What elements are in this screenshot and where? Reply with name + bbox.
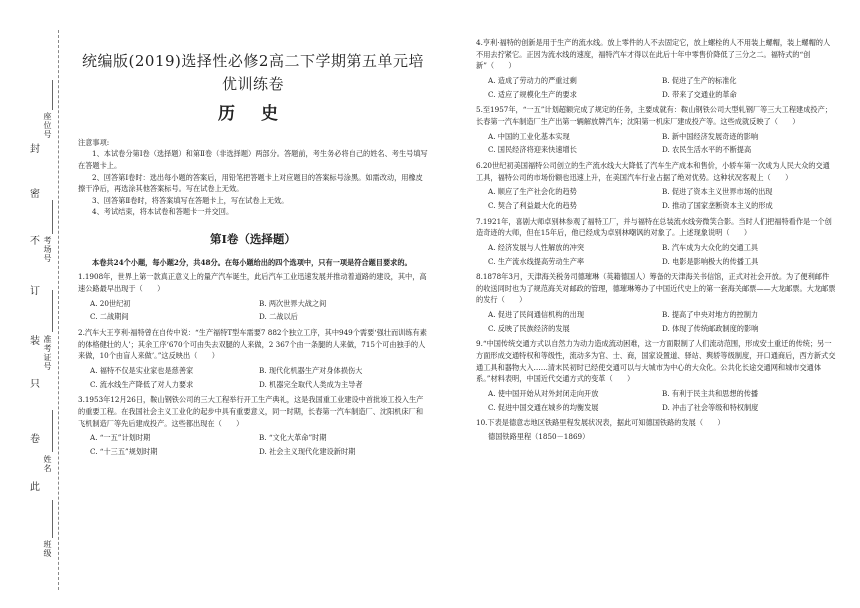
option-a[interactable]: A. “一五”计划时期 [90, 433, 151, 443]
option-c[interactable]: C. 反映了民族经济的发展 [488, 323, 570, 333]
seat-no-line [52, 80, 53, 110]
option-d[interactable]: D. 农民生活水平的不断提高 [662, 145, 752, 155]
question-options [78, 431, 428, 458]
question-5 [476, 104, 836, 157]
seal-char: 密 [30, 189, 40, 200]
option-a[interactable]: A. 造成了劳动力的严重过剩 [488, 75, 577, 85]
question-options [476, 130, 836, 157]
question-options [476, 185, 836, 212]
class-label: 班级 [43, 540, 52, 558]
left-column [78, 30, 428, 459]
option-a[interactable]: A. 福特不仅是实业家也是慈善家 [90, 366, 194, 375]
option-d[interactable]: D. 二战以后 [259, 312, 298, 322]
question-1 [78, 271, 428, 324]
exam-no-label: 考场号 [43, 236, 52, 263]
seal-char: 只 [30, 379, 40, 390]
note-item: 4、考试结束，将本试卷和答题卡一并交回。 [92, 207, 234, 217]
seal-char: 封 [30, 144, 40, 155]
option-d[interactable]: D. 机器完全取代人类成为主导者 [259, 379, 363, 389]
option-d[interactable]: D. 电影是影响极大的传播工具 [662, 256, 759, 266]
question-stem: 2.汽车大王亨利·福特曾在自传中说：“生产福特T型车需要7 882个独立工序，其中949个需要‘强壮而训练有素的体格健壮的人’；其余工序‘670个可由失去双腿的人来做，2 367个由一条腿的人来做，715个可由独手的人来做，10个由盲人来做’。”这反映出（ ） [78, 328, 427, 361]
question-options [78, 364, 428, 391]
question-stem: 9.“中国传统交通方式以自然力为动力造成流动困难，这一方面限制了人们流动范围，形成安土重迁的传统；另一方面形成交通特权和等级性，流动多为官、士、商，国家设置道、驿站、舆轿等级制度，开口通商后，西方新式交通工具和器物大入……清末民初时已经使交通可以与大城市为中心的大众化。公共化长途交通网和城市交通体系。”材料表明，中国近代交通方式的变革（ ） [476, 339, 836, 384]
table-caption: 德国铁路里程（1850－1869） [488, 432, 590, 442]
option-b[interactable]: B. 促进了资本主义世界市场的出现 [662, 187, 773, 197]
option-b[interactable]: B. 两次世界大战之间 [259, 298, 327, 308]
question-8 [476, 271, 836, 335]
option-b[interactable]: B. 促进了生产的标准化 [662, 75, 737, 85]
name-label: 姓名 [43, 455, 52, 473]
option-c[interactable]: C. 流水线生产降低了对人力要求 [90, 379, 194, 389]
option-b[interactable]: B. 汽车成为大众化的交通工具 [662, 242, 759, 252]
right-column [476, 34, 836, 443]
question-stem: 10.下表是德意志地区铁路里程发展状况表，据此可知德国铁路的发展（ ） [476, 418, 725, 428]
option-c[interactable]: C. 促进中国交通在城乡的均衡发展 [488, 402, 599, 412]
option-a[interactable]: A. 20世纪初 [90, 298, 131, 308]
option-d[interactable]: D. 带来了交通业的革命 [662, 89, 737, 99]
subject-title: 历 史 [218, 104, 288, 124]
question-stem: 3.1953年12月26日，鞍山钢铁公司的三大工程举行开工生产典礼，这是我国重工业建设中首批竣工投入生产的重要工程。在我国社会主义工业化的起步中具有重要意义，同一时期，长春第一汽车制造厂、沈阳机床厂和飞机制造厂等先后建成投产。这些都出现在（ ） [78, 395, 424, 428]
option-d[interactable]: D. 冲击了社会等级和特权制度 [662, 402, 759, 412]
option-b[interactable]: B. 有利于民主共和思想的传播 [662, 389, 759, 399]
option-b[interactable]: B. 提高了中央对地方的控制力 [662, 310, 759, 320]
option-b[interactable]: B. “文化大革命”时期 [259, 433, 327, 443]
question-stem: 6.20世纪初美国福特公司创立的生产流水线大大降低了汽车生产成本和售价，小轿车第一次成为人民大众的交通工具，福特公司的市场份额也迅速上升，在美国汽车行业占据了绝对优势。这种状况客观上（ ） [476, 160, 830, 182]
question-7 [476, 216, 836, 269]
class-line [52, 500, 53, 538]
question-6 [476, 160, 836, 213]
question-stem: 1.1908年，世界上第一款真正意义上的量产汽车诞生，此后汽车工业迅速发展并推动着道路的建设，其中，高速公路最早出现于（ ） [78, 272, 427, 294]
exam-no-line [52, 200, 53, 234]
option-d[interactable]: D. 推动了国家垄断资本主义的形成 [662, 200, 773, 210]
option-b[interactable]: B. 现代化机器生产对身体损伤大 [259, 366, 363, 375]
option-a[interactable]: A. 促进了民间通信机构的出现 [488, 310, 585, 320]
seal-char: 订 [30, 286, 40, 297]
seal-char: 不 [30, 236, 40, 247]
option-a[interactable]: A. 经济发展与人性解放的冲突 [488, 242, 585, 252]
question-10 [476, 417, 836, 442]
note-item: 2、回答第Ⅰ卷时：选出每小题的答案后，用铅笔把答题卡上对应题目的答案标号涂黑。如需改动，用橡皮擦干净后，再选涂其他答案标号。写在试卷上无效。 [78, 172, 423, 194]
option-c[interactable]: C. “十三五”规划时期 [90, 446, 158, 456]
option-c[interactable]: C. 国民经济将迎来快速增长 [488, 145, 577, 155]
binding-strip [0, 0, 66, 608]
question-options [476, 308, 836, 335]
question-2 [78, 327, 428, 391]
question-stem: 5.至1957年，“一五”计划超额完成了规定的任务，主要成就有：鞍山钢铁公司大型轧钢厂等三大工程建成投产；长春第一汽车制造厂生产出第一辆解放牌汽车；沈阳第一机床厂建成投产等。这些成就反映了（ ） [476, 105, 832, 126]
part1-heading: 第Ⅰ卷（选择题） [210, 232, 296, 247]
option-c[interactable]: C. 生产流水线提高劳动生产率 [488, 256, 585, 266]
option-a[interactable]: A. 中国的工业化基本实现 [488, 131, 570, 141]
seat-no-label: 座位号 [43, 112, 52, 139]
option-c[interactable]: C. 适应了规模化生产的要求 [488, 89, 577, 99]
ticket-no-line [52, 290, 53, 332]
option-d[interactable]: D. 体现了传统邮政制度的影响 [662, 323, 759, 333]
question-stem: 7.1921年，喜剧大师卓别林参观了福特工厂，并与福特在总装流水线旁微笑合影。当时人们把福特看作是一个创造奇迹的大师，但在15年后，他已经成为卓别林嘲讽的对象了。上述现象说明（ ） [476, 216, 832, 238]
binding-dashed-line [58, 30, 59, 590]
notes-heading: 注意事项: [78, 137, 110, 147]
question-4 [476, 37, 836, 101]
seal-char: 此 [30, 482, 40, 493]
question-3 [78, 394, 428, 458]
option-d[interactable]: D. 社会主义现代化建设新时期 [259, 446, 356, 456]
note-item: 1、本试卷分第Ⅰ卷（选择题）和第Ⅱ卷（非选择题）两部分。答题前，考生务必将自己的姓名、考生号填写在答题卡上。 [78, 149, 428, 170]
question-options [78, 297, 428, 324]
part1-instruction: 本卷共24个小题，每小题2分，共48分。在每小题给出的四个选项中，只有一项是符合题目要求的。 [92, 257, 412, 267]
question-options [476, 241, 836, 268]
option-b[interactable]: B. 新中国经济发展奇迹的影响 [662, 131, 759, 141]
option-c[interactable]: C. 契合了利益最大化的趋势 [488, 200, 577, 210]
name-line [52, 410, 53, 452]
exam-title: 统编版(2019)选择性必修2高二下学期第五单元培优训练卷 [82, 52, 424, 93]
question-options [476, 387, 836, 414]
ticket-no-label: 准考证号 [43, 335, 52, 371]
seal-char: 装 [30, 336, 40, 347]
option-c[interactable]: C. 二战期间 [90, 312, 129, 322]
option-a[interactable]: A. 顺应了生产社会化的趋势 [488, 187, 577, 197]
question-stem: 4.亨利·福特的创新是用于生产的流水线。放上零件的人不去固定它，放上螺栓的人不用装上螺帽，装上螺帽的人不用去拧紧它。正因为流水线的速度，福特汽车才得以在此后十年中零售价降低了三分之二。福特式的“创新”（ ） [476, 38, 831, 71]
note-item: 3、回答第Ⅱ卷时，将答案填写在答题卡上，写在试卷上无效。 [92, 195, 289, 205]
question-options [476, 74, 836, 101]
option-a[interactable]: A. 使中国开始从对外封闭走向开放 [488, 389, 599, 399]
question-stem: 8.1878年3月，天津海关税务司德璀琳（英籍德国人）筹备的天津海关书信馆，正式对社会开放。为了便利邮件的收送同时也为了规范海关对邮政的管理，德璀琳筹办了中国近代史上的第一套海关邮票——大龙邮票。大龙邮票的发行（ ） [476, 272, 836, 305]
question-9 [476, 338, 836, 414]
seal-char: 卷 [30, 434, 40, 445]
